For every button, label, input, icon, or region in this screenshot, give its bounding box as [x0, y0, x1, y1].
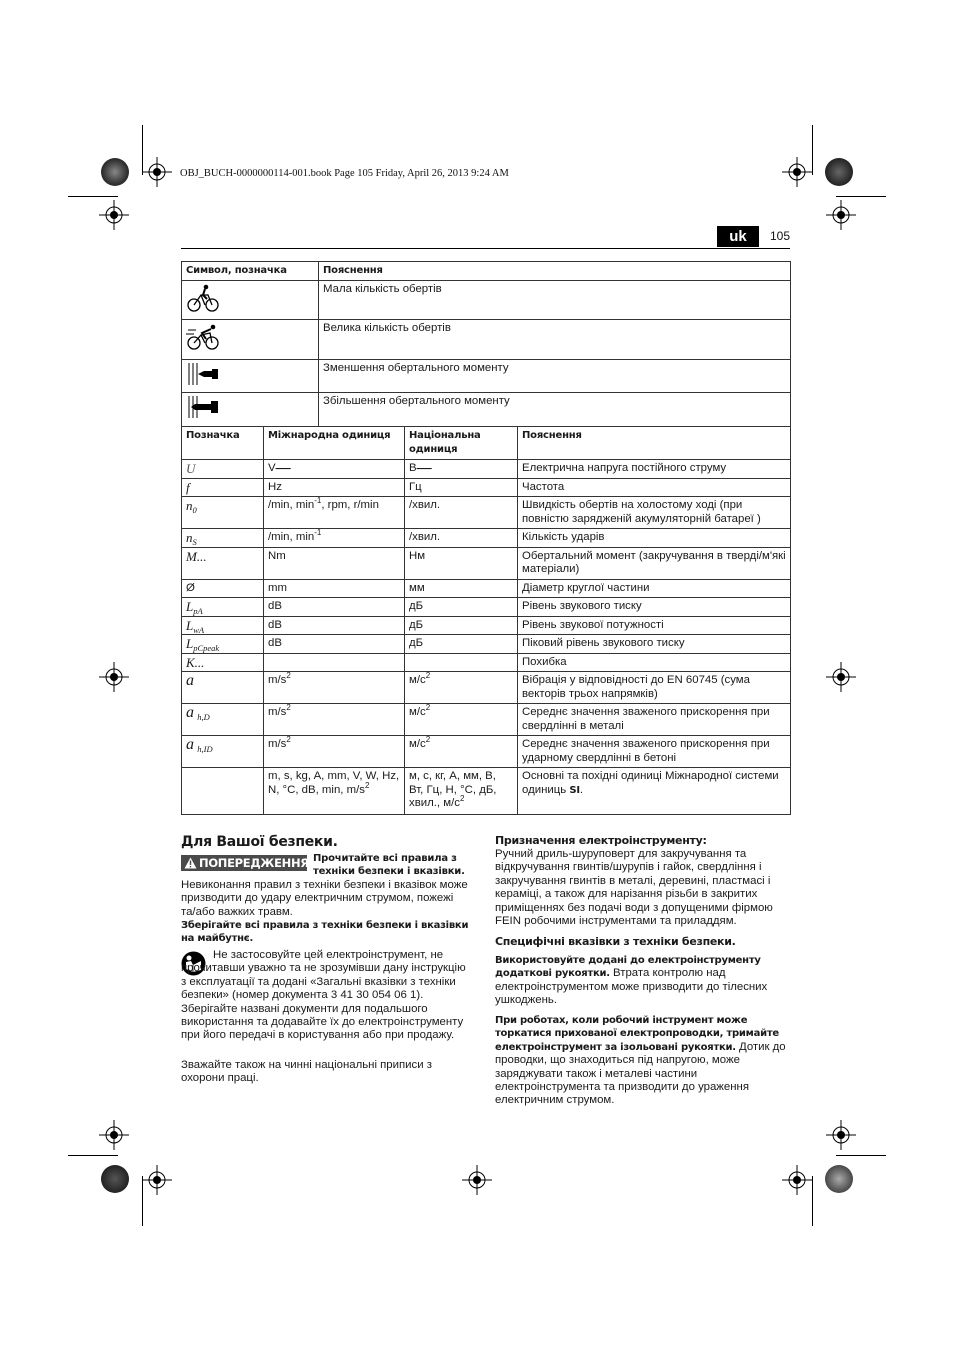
- color-calibration-disc: [101, 1165, 129, 1193]
- hidden-wiring-paragraph: [495, 1014, 793, 1108]
- unit-international: dB: [264, 635, 405, 654]
- auxiliary-handles-paragraph: [495, 954, 793, 1008]
- symbol-table: [181, 261, 791, 427]
- unit-explanation: Похибка: [518, 653, 791, 672]
- registration-mark-icon: [782, 1165, 812, 1195]
- unit-international-value: m/s: [268, 738, 287, 750]
- unit-national: дБ: [405, 635, 518, 654]
- hidden-wiring-bold: При роботах, коли робочий інструмент може торкатися прихованої електропроводки, тримайте електроінструмент за ізольовані рукоятки.: [495, 1015, 779, 1053]
- unit-superscript: 2: [425, 735, 431, 744]
- unit-international: dB: [264, 598, 405, 617]
- unit-symbol-base: L: [186, 617, 194, 633]
- symbol-cell: [182, 359, 319, 393]
- unit-explanation-text: Основні та похідні одиниці Міжнародної системи одиниць: [522, 770, 779, 796]
- unit-symbol: f: [182, 478, 264, 497]
- language-badge: uk: [717, 226, 759, 247]
- unit-explanation: Рівень звукового тиску: [518, 598, 791, 617]
- registration-mark-icon: [462, 1165, 492, 1195]
- unit-national: дБ: [405, 616, 518, 635]
- unit-international: Nm: [264, 547, 405, 579]
- unit-international: mm: [264, 579, 405, 598]
- unit-superscript: 2: [364, 780, 370, 790]
- unit-symbol: [182, 598, 264, 617]
- unit-international: [264, 704, 405, 736]
- unit-national: [405, 736, 518, 768]
- color-calibration-disc: [825, 158, 853, 186]
- unit-symbol-base: n: [186, 498, 193, 513]
- unit-symbol-base: a: [186, 704, 194, 721]
- registration-mark-icon: [826, 662, 856, 692]
- unit-national: Гц: [405, 478, 518, 497]
- si-label: SI: [569, 784, 580, 796]
- unit-symbol-subscript: pCpeak: [193, 643, 220, 653]
- registration-mark-icon: [826, 1120, 856, 1150]
- unit-symbol: U: [182, 460, 264, 479]
- symbol-description: Зменшення обертального моменту: [319, 359, 791, 393]
- safety-keep-instructions: Зберігайте всі правила з техніки безпеки і вказівки на майбутнє.: [181, 920, 469, 944]
- unit-explanation: Обертальний момент (закручування в тверді/м'які матеріали): [518, 547, 791, 579]
- unit-international: dB: [264, 616, 405, 635]
- warning-badge: [181, 855, 307, 871]
- units-header-international: Міжнародна одиниця: [264, 427, 405, 460]
- unit-explanation: Середнє значення зваженого прискорення при ударному свердлінні в бетоні: [518, 736, 791, 768]
- screw-torque-decrease-icon: [186, 362, 220, 386]
- intended-use-heading: Призначення електроінструменту:: [495, 834, 707, 847]
- unit-national: дБ: [405, 598, 518, 617]
- unit-explanation: Рівень звукової потужності: [518, 616, 791, 635]
- registration-mark-icon: [99, 200, 129, 230]
- symbol-description: Велика кількість обертів: [319, 320, 791, 360]
- unit-superscript: 2: [286, 671, 291, 680]
- color-calibration-disc: [101, 158, 129, 186]
- unit-symbol: [182, 635, 264, 654]
- unit-international-value: m/s: [268, 674, 287, 686]
- unit-national: [405, 672, 518, 704]
- unit-superscript: 2: [425, 703, 431, 712]
- unit-superscript: 2: [286, 703, 291, 712]
- unit-international: [264, 768, 405, 815]
- unit-international-value: /min, min: [268, 499, 315, 511]
- registration-mark-icon: [782, 157, 812, 187]
- unit-symbol-subscript: pA: [193, 606, 203, 616]
- unit-explanation: Середнє значення зваженого прискорення при свердлінні в металі: [518, 704, 791, 736]
- unit-symbol-base: n: [186, 530, 193, 545]
- unit-superscript: 2: [286, 735, 291, 744]
- dc-symbol: ‒‒‒: [275, 463, 291, 473]
- unit-international: [264, 529, 405, 548]
- unit-national-value: B: [409, 462, 417, 474]
- unit-explanation: Діаметр круглої частини: [518, 579, 791, 598]
- safety-national-regulations: Зважайте також на чинні національні приписи з охорони праці.: [181, 1059, 432, 1085]
- unit-explanation: Електрична напруга постійного струму: [518, 460, 791, 479]
- unit-symbol: [182, 736, 264, 768]
- intended-use-paragraph: Ручний дриль-шуруповерт для закручування та відкручування гвинтів/шурупів і гайок, свердління і закручування гвинтів в металі, деревині, пластмасі і кераміці, а також для нарізання різьби в закритих приміщеннях без подачі води з допущеними фірмою FEIN робочими інструментами та приладдям.: [495, 848, 773, 928]
- unit-symbol: [182, 497, 264, 529]
- unit-international: Hz: [264, 478, 405, 497]
- warning-text: Прочитайте всі правила з техніки безпеки і вказівки.: [313, 853, 465, 877]
- unit-symbol: [182, 704, 264, 736]
- auxiliary-handles-text: Втрата контролю над електроінструментом може призводити до тілесних ушкоджень.: [495, 967, 768, 1007]
- page-number: 105: [770, 229, 791, 243]
- unit-international: [264, 672, 405, 704]
- symbol-cell: [182, 280, 319, 320]
- unit-explanation: Піковий рівень звукового тиску: [518, 635, 791, 654]
- unit-explanation-tail: .: [579, 783, 583, 796]
- dc-symbol: ‒‒‒: [416, 463, 432, 473]
- unit-symbol: a: [182, 672, 264, 704]
- unit-symbol-subscript: 0: [192, 505, 197, 515]
- header-rule: [181, 248, 790, 249]
- unit-international: [264, 460, 405, 479]
- unit-international-tail: , rpm, r/min: [321, 499, 379, 511]
- symbol-cell: [182, 393, 319, 427]
- unit-national: мм: [405, 579, 518, 598]
- unit-national: [405, 768, 518, 815]
- slow-cyclist-icon: [186, 283, 220, 313]
- symbol-table-header: Символ, позначка: [182, 262, 319, 281]
- unit-symbol-subscript: wA: [193, 624, 205, 635]
- unit-symbol-base: a: [186, 736, 194, 753]
- unit-international-value: V: [268, 462, 276, 474]
- unit-symbol-subscript: h,D: [197, 712, 210, 722]
- unit-international-value: m, s, kg, A, mm, V, W, Hz, N, °C, dB, min, m/s: [268, 770, 400, 796]
- symbol-table-header: Пояснення: [319, 262, 791, 281]
- units-table: [181, 426, 791, 815]
- unit-national: /хвил.: [405, 529, 518, 548]
- warning-triangle-icon: [184, 857, 197, 869]
- unit-international-value: m/s: [268, 706, 287, 718]
- unit-national: [405, 704, 518, 736]
- unit-superscript: -1: [314, 528, 322, 537]
- unit-national: [405, 460, 518, 479]
- unit-explanation: [518, 768, 791, 815]
- unit-superscript: 2: [459, 794, 465, 803]
- warning-label: ПОПЕРЕДЖЕННЯ: [199, 856, 309, 870]
- hidden-wiring-text: Дотик до проводки, що знаходиться під напругою, може заряджувати також і металеві частини електроінструмента та призводити до ураження електричним струмом.: [495, 1040, 786, 1107]
- unit-symbol-base: L: [186, 599, 194, 614]
- unit-international: [264, 653, 405, 672]
- unit-symbol: K...: [182, 653, 264, 672]
- registration-mark-icon: [142, 157, 172, 187]
- units-header-explanation: Пояснення: [518, 427, 791, 460]
- unit-symbol: M...: [182, 547, 264, 579]
- unit-symbol: [182, 768, 264, 815]
- unit-symbol: Ø: [182, 579, 264, 598]
- unit-national-value: м/с: [409, 674, 426, 686]
- registration-mark-icon: [99, 1120, 129, 1150]
- symbol-description: Мала кількість обертів: [319, 280, 791, 320]
- book-header-line: OBJ_BUCH-0000000114-001.book Page 105 Friday, April 26, 2013 9:24 AM: [180, 168, 509, 179]
- unit-explanation: Кількість ударів: [518, 529, 791, 548]
- units-header-national: Національна одиниця: [405, 427, 518, 460]
- fast-cyclist-icon: [186, 322, 220, 352]
- specific-safety-heading: Специфічні вказівки з техніки безпеки.: [495, 935, 736, 948]
- unit-explanation: Частота: [518, 478, 791, 497]
- registration-mark-icon: [826, 200, 856, 230]
- unit-international: [264, 736, 405, 768]
- unit-international: [264, 497, 405, 529]
- registration-mark-icon: [99, 662, 129, 692]
- unit-national: [405, 653, 518, 672]
- unit-national-value: м/с: [409, 738, 426, 750]
- symbol-description: Збільшення обертального моменту: [319, 393, 791, 427]
- unit-national-value: м/с: [409, 706, 426, 718]
- safety-manual-paragraph: Не застосовуйте цей електроінструмент, не прочитавши уважно та не зрозумівши дану інструкцію з експлуатації та додані «Загальні вказівки з техніки безпеки» (номер документа 3 41 30 054 06 1). Зберігайте названі документи для подальшого використання та додавайте їх до електроінструменту при його передачі в користування або при продажу.: [181, 949, 466, 1042]
- unit-symbol-subscript: S: [192, 537, 197, 547]
- safety-section-title: Для Вашої безпеки.: [181, 834, 338, 850]
- screw-torque-increase-icon: [186, 395, 220, 419]
- registration-mark-icon: [142, 1165, 172, 1195]
- unit-symbol: [182, 529, 264, 548]
- unit-superscript: -1: [314, 496, 322, 505]
- unit-symbol-subscript: h,ID: [197, 744, 213, 754]
- symbol-cell: [182, 320, 319, 360]
- unit-international-value: /min, min: [268, 531, 315, 543]
- safety-paragraph: Невиконання правил з техніки безпеки і вказівок може призводити до удару електричним струмом, пожежі та/або важких травм.: [181, 879, 468, 918]
- units-header-symbol: Позначка: [182, 427, 264, 460]
- auxiliary-handles-bold: Використовуйте додані до електроінструменту додаткові рукоятки.: [495, 955, 761, 980]
- color-calibration-disc: [825, 1165, 853, 1193]
- unit-national: /хвил.: [405, 497, 518, 529]
- unit-superscript: 2: [425, 671, 431, 680]
- unit-explanation: Швидкість обертів на холостому ході (при повністю зарядженій акумуляторній батареї ): [518, 497, 791, 529]
- unit-national: Нм: [405, 547, 518, 579]
- unit-symbol-base: L: [186, 636, 194, 651]
- unit-national-value: м, с, кг, А, мм, В, Вт, Гц, Н, °C, дБ, хвил., м/с: [409, 770, 497, 809]
- unit-symbol: [182, 616, 264, 635]
- unit-explanation: Вібрація у відповідності до EN 60745 (сума векторів трьох напрямків): [518, 672, 791, 704]
